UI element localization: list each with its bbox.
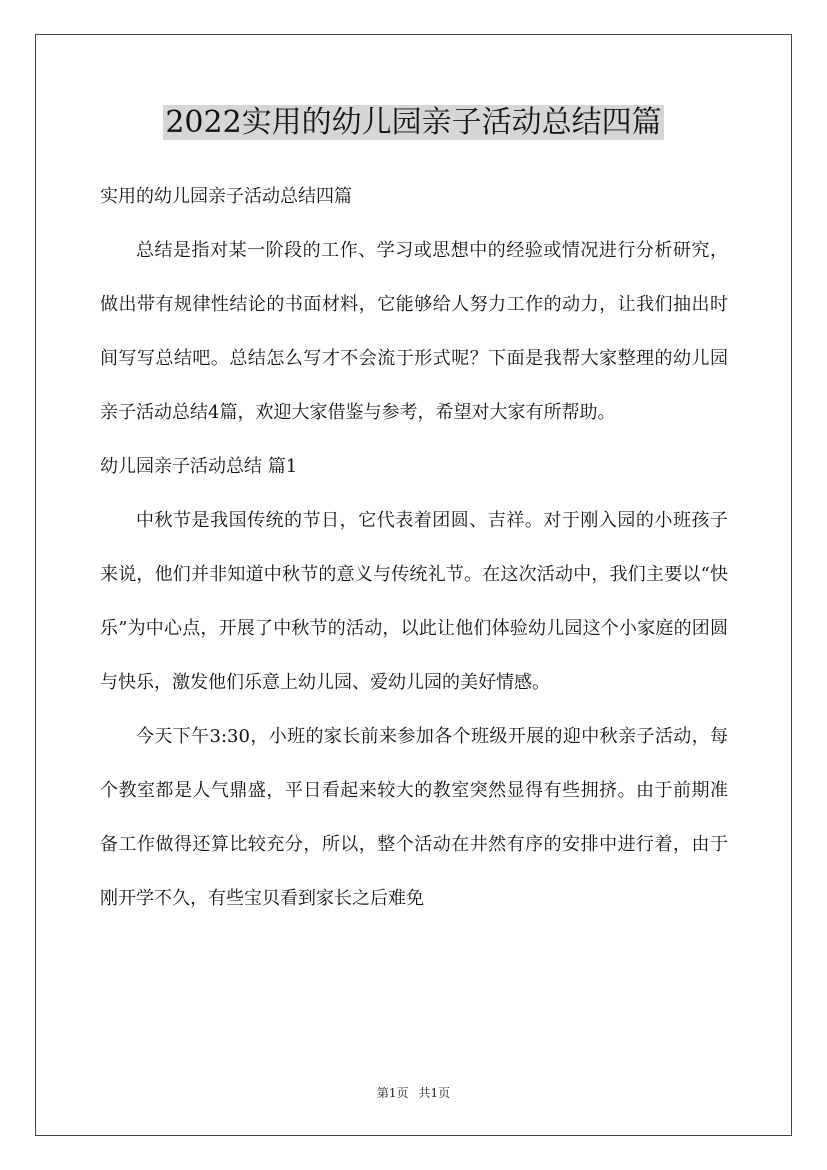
document-title (0, 101, 827, 145)
document-body (100, 170, 728, 926)
document-subtitle: 实用的幼儿园亲子活动总结四篇 (100, 186, 352, 207)
section-1-paragraph-2: 今天下午3:30，小班的家长前来参加各个班级开展的迎中秋亲子活动，每个教室都是人气鼎盛，平日看起来较大的教室突然显得有些拥挤。由于前期准备工作做得还算比较充分，所以，整个活动在井然有序的安排中进行着，由于刚开学不久，有些宝贝看到家长之后难免 (100, 726, 728, 909)
page-footer (0, 1084, 827, 1102)
section-1-heading: 幼儿园亲子活动总结 篇1 (100, 456, 298, 477)
page-number-current: 第1页 (376, 1086, 409, 1100)
document-title-text: 2022实用的幼儿园亲子活动总结四篇 (165, 105, 662, 140)
section-1-paragraph-1: 中秋节是我国传统的节日，它代表着团圆、吉祥。对于刚入园的小班孩子来说，他们并非知道中秋节的意义与传统礼节。在这次活动中，我们主要以“快乐”为中心点，开展了中秋节的活动，以此让他们体验幼儿园这个小家庭的团圆与快乐，激发他们乐意上幼儿园、爱幼儿园的美好情感。 (100, 510, 728, 693)
intro-paragraph: 总结是指对某一阶段的工作、学习或思想中的经验或情况进行分析研究，做出带有规律性结论的书面材料，它能够给人努力工作的动力，让我们抽出时间写写总结吧。总结怎么写才不会流于形式呢？下面是我帮大家整理的幼儿园亲子活动总结4篇，欢迎大家借鉴与参考，希望对大家有所帮助。 (100, 240, 728, 423)
page-number-total: 共1页 (418, 1086, 451, 1100)
